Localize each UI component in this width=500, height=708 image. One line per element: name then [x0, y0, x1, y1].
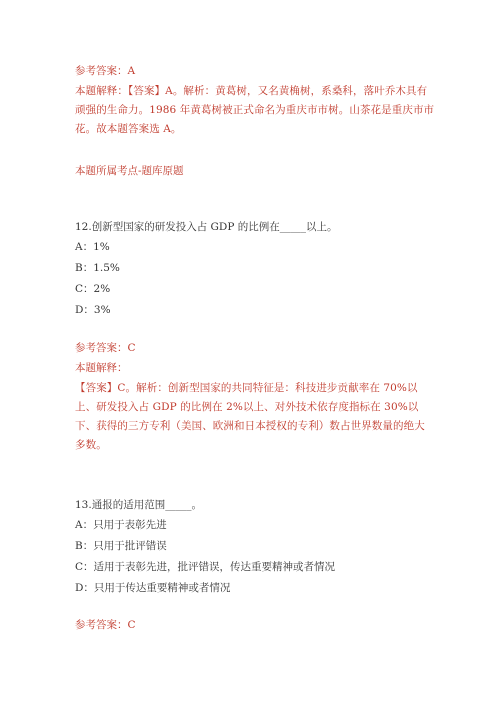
q11-analysis: 本题解释：【答案】A。解析：黄葛树，又名黄桷树，系桑科，落叶乔木具有顽强的生命力。1986 年黄葛树被正式命名为重庆市市树。山茶花是重庆市市花。故本题答案选 A。	[75, 85, 435, 135]
q12-stem: 12.创新型国家的研发投入占 GDP 的比例在_____以上。	[75, 221, 338, 233]
q12-option-c: C：2%	[75, 283, 111, 295]
q12-option-a: A：1%	[75, 241, 110, 253]
q13-option-b: B：只用于批评错误	[75, 540, 167, 552]
q13-answer: 参考答案：C	[75, 619, 136, 631]
q11-source: 本题所属考点-题库原题	[75, 165, 184, 177]
q11-answer: 参考答案：A	[75, 65, 136, 77]
q12-answer: 参考答案：C	[75, 342, 136, 354]
q12-analysis-label: 本题解释：	[75, 362, 128, 374]
q13-option-c: C：适用于表彰先进，批评错误，传达重要精神或者情况	[75, 561, 336, 573]
q12-option-b: B：1.5%	[75, 262, 120, 274]
q12-analysis: 【答案】C。解析：创新型国家的共同特征是：科技进步贡献率在 70%以上、研发投入占 GDP 的比例在 2%以上、对外技术依存度指标在 30%以下、获得的三方专利（美国、欧洲和日本授权的专利）数占世界数量的绝大多数。	[75, 382, 425, 451]
q13-option-a: A：只用于表彰先进	[75, 519, 167, 531]
q13-stem: 13.通报的适用范围_____。	[75, 499, 202, 511]
q13-option-d: D：只用于传达重要精神或者情况	[75, 582, 231, 594]
q12-option-d: D：3%	[75, 304, 111, 316]
